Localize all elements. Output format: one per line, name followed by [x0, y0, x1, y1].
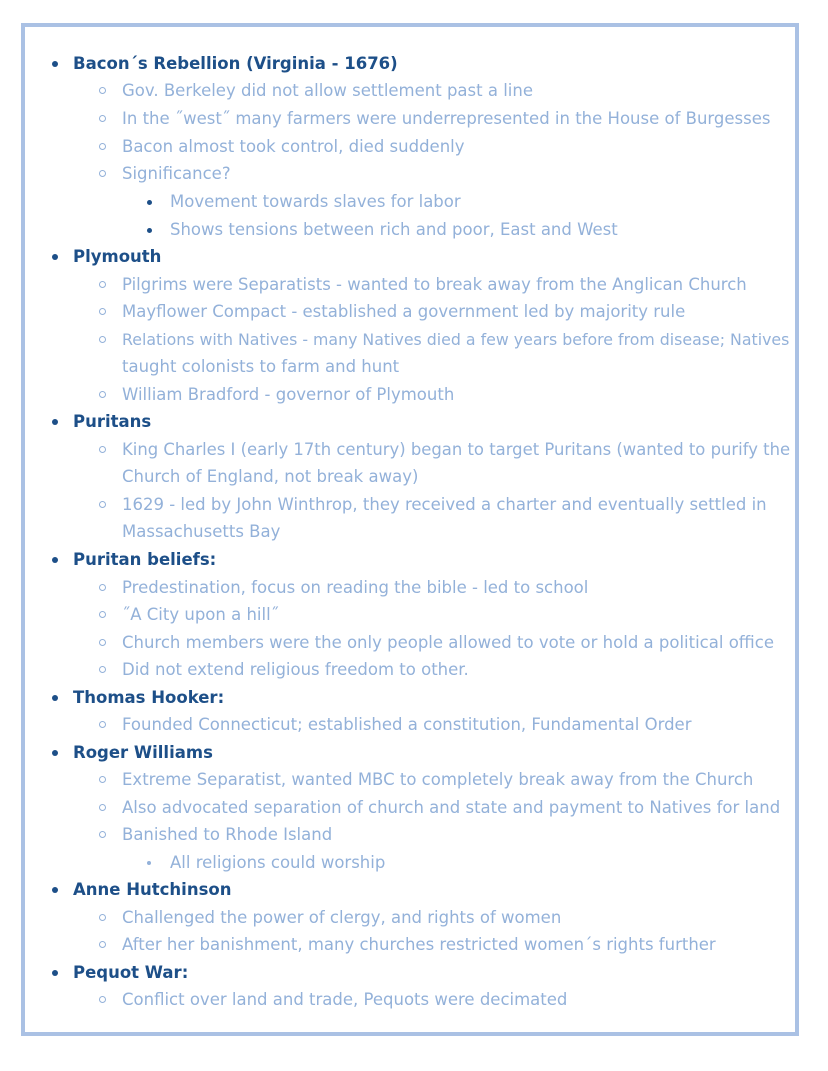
bullet-ring-icon [99, 611, 106, 618]
item-text: In the ˝west˝ many farmers were underrepresented in the House of Burgesses [122, 109, 771, 128]
bullet-ring-icon [99, 996, 106, 1003]
bullet-ring-icon [99, 143, 106, 150]
bullet-square-icon [147, 861, 151, 865]
heading-text: Roger Williams [73, 743, 213, 762]
bullet-dot-icon [52, 61, 58, 67]
item-text: 1629 - led by John Winthrop, they received a charter and eventually settled in [122, 495, 767, 514]
bullet-ring-icon [99, 501, 106, 508]
bullet-square-icon [147, 228, 152, 233]
bullet-ring-icon [99, 336, 106, 343]
item-text: Pilgrims were Separatists - wanted to break away from the Anglican Church [122, 275, 747, 294]
item-text: Church members were the only people allowed to vote or hold a political office [122, 633, 774, 652]
item-text: Extreme Separatist, wanted MBC to completely break away from the Church [122, 770, 754, 789]
bullet-ring-icon [99, 914, 106, 921]
bullet-dot-icon [52, 750, 58, 756]
bullet-dot-icon [52, 887, 58, 893]
bullet-ring-icon [99, 804, 106, 811]
item-text: Gov. Berkeley did not allow settlement past a line [122, 81, 533, 100]
bullet-ring-icon [99, 666, 106, 673]
bullet-ring-icon [99, 308, 106, 315]
bullet-ring-icon [99, 170, 106, 177]
item-text: William Bradford - governor of Plymouth [122, 385, 455, 404]
bullet-ring-icon [99, 584, 106, 591]
item-text: King Charles I (early 17th century) began to target Puritans (wanted to purify the [122, 440, 791, 459]
item-text: Challenged the power of clergy, and rights of women [122, 908, 562, 927]
heading-text: Puritan beliefs: [73, 550, 217, 569]
item-text: Massachusetts Bay [122, 522, 281, 541]
bullet-dot-icon [52, 970, 58, 976]
bullet-ring-icon [99, 281, 106, 288]
bullet-square-icon [147, 200, 152, 205]
bullet-dot-icon [52, 419, 58, 425]
item-text: Predestination, focus on reading the bible - led to school [122, 578, 589, 597]
bullet-ring-icon [99, 115, 106, 122]
bullet-ring-icon [99, 831, 106, 838]
bullet-ring-icon [99, 776, 106, 783]
bullet-ring-icon [99, 87, 106, 94]
bullet-ring-icon [99, 639, 106, 646]
subitem-text: Shows tensions between rich and poor, East and West [170, 220, 618, 239]
bullet-dot-icon [52, 695, 58, 701]
item-text: Significance? [122, 164, 231, 183]
bullet-ring-icon [99, 721, 106, 728]
subitem-text: All religions could worship [170, 853, 386, 872]
item-text: Also advocated separation of church and state and payment to Natives for land [122, 798, 781, 817]
bullet-dot-icon [52, 557, 58, 563]
item-text: Church of England, not break away) [122, 467, 419, 486]
heading-text: Anne Hutchinson [73, 880, 232, 899]
bullet-dot-icon [52, 254, 58, 260]
item-text: Bacon almost took control, died suddenly [122, 137, 465, 156]
bullet-ring-icon [99, 446, 106, 453]
item-text: Mayflower Compact - established a government led by majority rule [122, 302, 686, 321]
heading-text: Thomas Hooker: [73, 688, 225, 707]
item-text: Founded Connecticut; established a constitution, Fundamental Order [122, 715, 692, 734]
item-text: ˝A City upon a hill˝ [122, 605, 279, 624]
heading-text: Plymouth [73, 247, 162, 266]
bullet-ring-icon [99, 941, 106, 948]
heading-text: Pequot War: [73, 963, 189, 982]
item-text: Relations with Natives - many Natives died a few years before from disease; Natives [122, 330, 790, 349]
item-text: Banished to Rhode Island [122, 825, 333, 844]
heading-text: Puritans [73, 412, 152, 431]
item-text: taught colonists to farm and hunt [122, 357, 400, 376]
heading-text: Bacon´s Rebellion (Virginia - 1676) [73, 54, 398, 73]
item-text: Did not extend religious freedom to other. [122, 660, 469, 679]
subitem-text: Movement towards slaves for labor [170, 192, 461, 211]
bullet-ring-icon [99, 391, 106, 398]
item-text: After her banishment, many churches restricted women´s rights further [122, 935, 716, 954]
item-text: Conflict over land and trade, Pequots were decimated [122, 990, 568, 1009]
